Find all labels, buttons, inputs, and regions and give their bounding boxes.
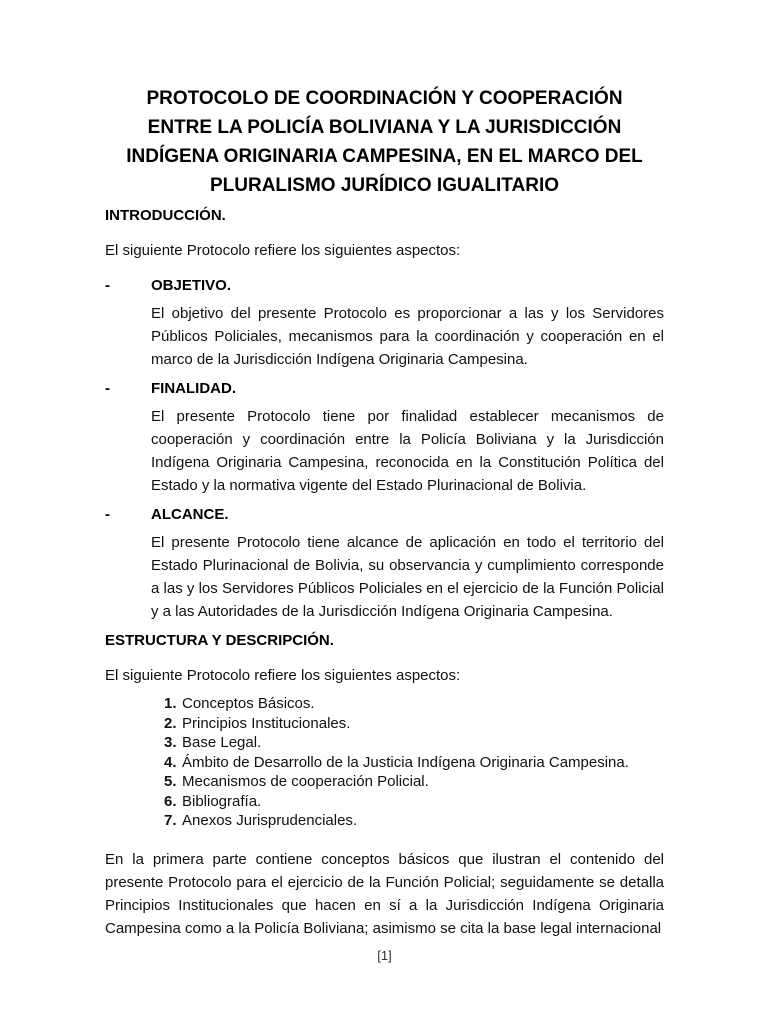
bullet-dash: - [105, 277, 110, 294]
bullet-row-alcance [105, 503, 664, 526]
title-line: PROTOCOLO DE COORDINACIÓN Y COOPERACIÓN [146, 88, 623, 109]
list-item [164, 772, 664, 792]
introduccion-intro-line: El siguiente Protocolo refiere los siguientes aspectos: [105, 242, 461, 259]
list-item [164, 714, 664, 734]
list-item [164, 753, 664, 773]
list-item-text: Ámbito de Desarrollo de la Justicia Indígena Originaria Campesina. [182, 753, 629, 771]
list-item [164, 792, 664, 812]
list-item-number: 3. [164, 734, 177, 751]
document-title [105, 84, 664, 200]
list-item-text: Mecanismos de cooperación Policial. [182, 773, 429, 790]
finalidad-paragraph: El presente Protocolo tiene por finalidad establecer mecanismos de cooperación y coordinación entre la Policía Boliviana y la Jurisdicción Indígena Originaria Campesina, reconocida en la Constitución Política del Estado y la normativa vigente del Estado Plurinacional de Bolivia. [151, 408, 664, 494]
list-item-text: Principios Institucionales. [182, 714, 351, 732]
list-item-number: 2. [164, 714, 177, 732]
bullet-label-finalidad: FINALIDAD. [151, 380, 236, 397]
list-item [164, 733, 664, 753]
list-item-text: Anexos Jurisprudenciales. [182, 812, 358, 829]
list-item [164, 694, 664, 714]
list-item-text: Bibliografía. [182, 792, 262, 810]
page-number: [1] [377, 947, 392, 963]
list-item-number: 1. [164, 695, 177, 712]
bullet-dash: - [105, 380, 110, 397]
objetivo-paragraph: El objetivo del presente Protocolo es proporcionar a las y los Servidores Públicos Policiales, mecanismos para la coordinación y cooperación en el marco de la Jurisdicción Indígena Originaria Campesina. [151, 305, 664, 368]
list-item-text: Base Legal. [182, 734, 262, 751]
alcance-paragraph: El presente Protocolo tiene alcance de aplicación en todo el territorio del Estado Plurinacional de Bolivia, su observancia y cumplimiento corresponde a las y los Servidores Públicos Policiales en el ejercicio de la Función Policial y a las Autoridades de la Jurisdicción Indígena Originaria Campesina. [151, 534, 664, 620]
title-line: INDÍGENA ORIGINARIA CAMPESINA, EN EL MARCO DEL [126, 146, 643, 167]
list-item-number: 4. [164, 753, 177, 771]
bullet-label-objetivo: OBJETIVO. [151, 277, 232, 294]
title-line: ENTRE LA POLICÍA BOLIVIANA Y LA JURISDICCIÓN [147, 117, 622, 138]
estructura-heading: ESTRUCTURA Y DESCRIPCIÓN. [105, 632, 334, 649]
estructura-intro-line: El siguiente Protocolo refiere los siguientes aspectos: [105, 667, 461, 684]
bullet-label-alcance: ALCANCE. [151, 506, 229, 523]
title-line: PLURALISMO JURÍDICO IGUALITARIO [209, 175, 560, 196]
bullet-dash: - [105, 506, 110, 523]
list-item-number: 6. [164, 792, 177, 810]
list-item [164, 811, 664, 831]
list-item-number: 7. [164, 812, 177, 829]
bullet-row-finalidad [105, 377, 664, 400]
introduccion-heading: INTRODUCCIÓN. [105, 207, 226, 224]
bullet-row-objetivo [105, 274, 664, 297]
list-item-number: 5. [164, 773, 177, 790]
list-item-text: Conceptos Básicos. [182, 695, 315, 712]
aspect-list [164, 694, 664, 831]
closing-paragraph: En la primera parte contiene conceptos básicos que ilustran el contenido del presente Protocolo para el ejercicio de la Función Policial; seguidamente se detalla Principios Institucionales que hacen en sí a la Jurisdicción Indígena Originaria Campesina como a la Policía Boliviana; asimismo se cita la base legal internacional [105, 850, 664, 937]
